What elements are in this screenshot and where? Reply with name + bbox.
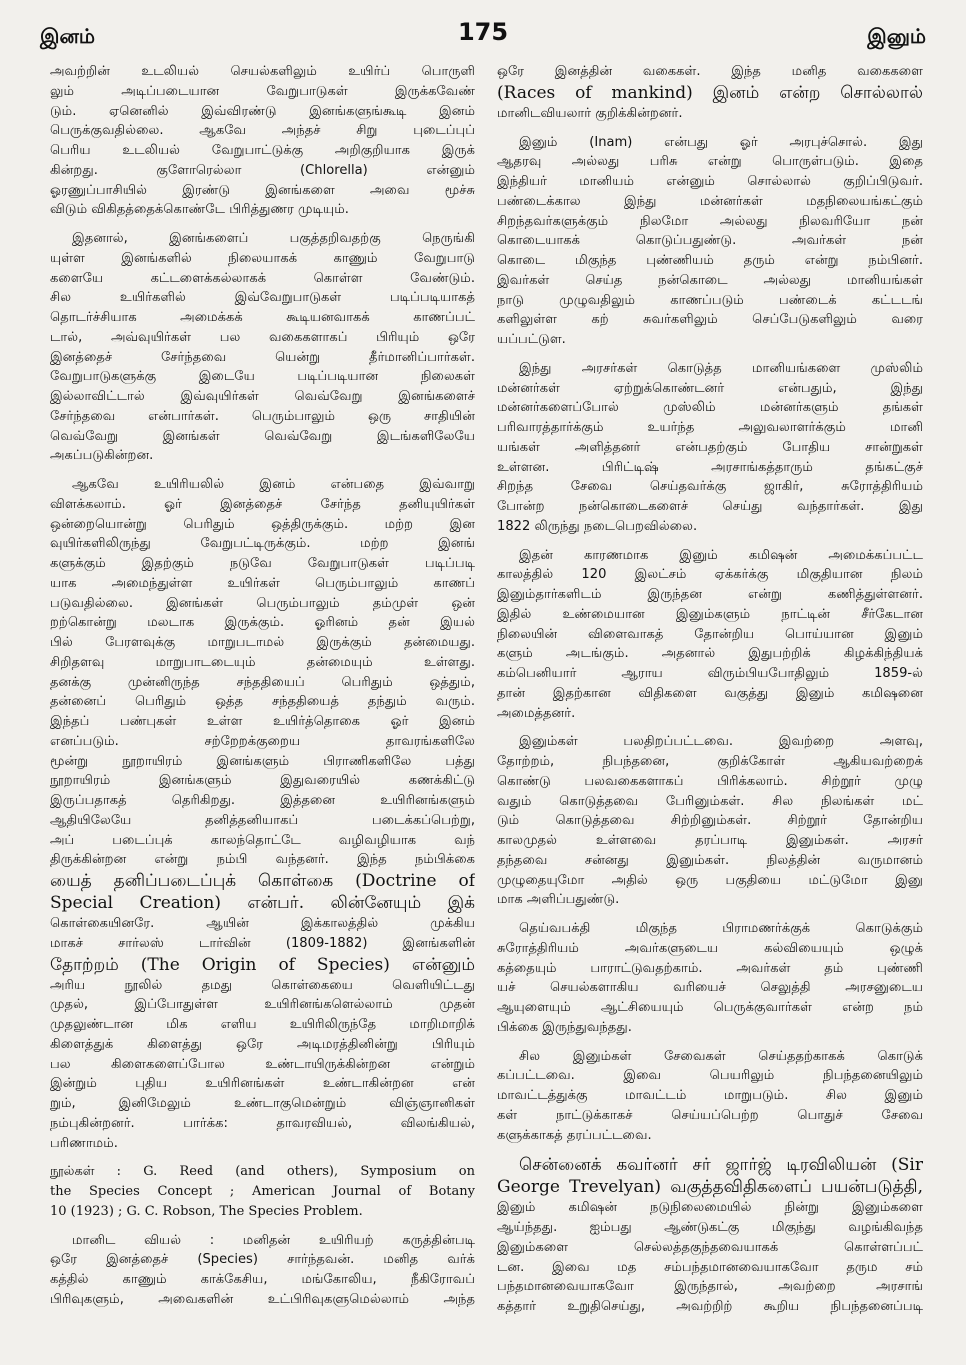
text-line: இதில் உண்மையான இனும்களும் நாட்டின் சீர்கேடான [497, 606, 923, 622]
text-line: யச் செயல்களாகிய வரியைச் செலுத்தி அரசனுடைய [497, 980, 923, 996]
text-line: சில உயிர்களில் இவ்வேறுபாடுகள் படிப்படியாகத் [50, 290, 475, 306]
text-line: சிறந்தவர்களுக்கும் நிலமோ அல்லது நிலவரியோ நன் [497, 213, 923, 229]
text-line: தொடர்ச்சியாக அமைக்கக் கூடியனவாகக் காணப்பட் [50, 310, 475, 325]
text-line: பண்டைக்கால இந்து மன்னர்கள் மதநிலையங்கட்கும் [497, 193, 923, 209]
left-column [50, 62, 475, 1310]
text-line: நம்புகின்றனர். பார்க்க: தாவரவியல், விலங்கியல், [50, 1115, 475, 1131]
text-line: மன்னர்கள் ஏற்றுக்கொண்டனர் என்பதும், இந்து [497, 380, 923, 396]
text-line: பிக்கை இருந்துவந்தது. [497, 1019, 632, 1035]
text-line: இதனால், இனங்களைப் பகுத்தறிவதற்கு நெருங்கி [72, 231, 475, 246]
text-line: யப்பட்டுள. [497, 332, 566, 347]
text-line: ஓரணுப்பாசியில் இரண்டு இனங்களை அவை மூச்சு [50, 182, 475, 198]
paragraph-gap [50, 466, 475, 475]
text-line: 1822 லிருந்து நடைபெறவில்லை. [497, 518, 698, 534]
text-line: கொள்கையினரே. ஆயின் இக்காலத்தில் முக்கிய [50, 916, 475, 931]
paragraph-gap [50, 1153, 475, 1162]
text-line: ஆயுளையும் ஆட்சியையும் பெருக்குவார்கள் என்ற நம் [497, 1000, 923, 1015]
text-line: பரிவாரத்தார்க்கும் உயர்ந்த அலுவலாளர்க்கும் மானி [497, 420, 923, 435]
text-line: பில் பேரளவுக்கு மாறுபடாமல் இருக்கும் தன்மையது. [50, 635, 475, 650]
text-line: அமைத்தனர். [497, 705, 576, 721]
text-line: நிலையின் விளைவாகத் தோன்றிய பொய்யான இனும் [497, 626, 923, 642]
text-line: கம்பெனியார் ஆராய விரும்பியபோதிலும் 1859-ல் [497, 666, 923, 681]
text-line: 10 (1923) ; G. C. Robson, The Species Problem. [50, 1203, 363, 1219]
text-line: அரிய நூலில் தமது கொள்கையை வெளியிட்டது [50, 977, 475, 993]
text-line: தனக்கு முன்னிருந்த சந்ததியைப் பெரிதும் ஒத்தும், [50, 674, 475, 690]
text-line: சிறிதளவு மாறுபாடடையும் தன்மையும் உள்ளது. [50, 654, 475, 670]
text-line: நாடு முழுவதிலும் காணப்படும் பண்டைக் கட்டடங் [497, 292, 923, 308]
text-line: ஆகவே உயிரியலில் இனம் என்பதை இவ்வாறு [72, 477, 475, 492]
text-line: றும், இனிமேலும் உண்டாகுமென்றும் விஞ்ஞானிகள் [50, 1096, 475, 1111]
text-line: மானிட வியல் : மனிதன் உயிரியற் கருத்தின்படி [72, 1232, 475, 1248]
text-line: டும். ஏனெனில் இவ்விரண்டு இனங்களுங்கூடி இனம் [50, 103, 475, 119]
text-line: களுக்காகத் தரப்பட்டவை. [497, 1127, 652, 1143]
text-line: இல்லாவிட்டால் இவ்வுயிர்கள் வெவ்வேறு இனங்களைச் [50, 389, 475, 404]
running-head [40, 18, 926, 52]
running-head-right: இனும் [867, 24, 926, 48]
text-line: வுயிர்களிலிருந்து வேறுபட்டிருக்கும். மற்ற இனங் [50, 536, 475, 552]
text-line: நூல்கள் : G. Reed (and others), Symposium on [50, 1164, 475, 1180]
text-line: முதல், இப்போதுள்ள உயிரினங்களெல்லாம் முதன் [50, 997, 475, 1013]
text-line: கொடையாகக் கொடுப்பதுண்டு. அவர்கள் நன் [497, 233, 923, 249]
text-line: ஒரே இனத்தைச் (Species) சார்ந்தவன். மனித வர்க் [50, 1252, 475, 1268]
text-line: Special Creation) என்பர். லின்னேயும் இக் [50, 893, 475, 913]
text-line: யைத் தனிப்படைப்புக் கொள்கை (Doctrine of [50, 871, 475, 891]
text-line: பரிணாமம். [50, 1135, 118, 1151]
text-line: பெரிய உடலியல் வேறுபாட்டுக்கு அறிகுறியாக இருக் [50, 143, 475, 158]
text-line: வெவ்வேறு இனங்கள் வெவ்வேறு இடங்களிலேயே [50, 428, 475, 444]
text-line: களிலுள்ள கற் சுவர்களிலும் செப்பேடுகளிலும் வரை [497, 312, 923, 328]
paragraph-gap [497, 124, 923, 133]
text-line: George Trevelyan) வகுத்தவிதிகளைப் பயன்படுத்தி, [497, 1177, 923, 1198]
paragraph-gap [50, 1222, 475, 1231]
text-line: சுரோத்திரியம் அவர்களுடைய கல்வியையும் ஒழுக் [497, 940, 923, 956]
text-line: இனும் கமிஷன் நடுநிலைமையில் நின்று இனும்களை [497, 1200, 923, 1216]
text-line: பல கிளைகளைப்போல உண்டாயிருக்கின்றன என்றும் [50, 1056, 475, 1072]
text-line: களும் அடங்கும். அதனால் இதுபற்றிக் கிழக்கிந்தியக் [497, 646, 923, 662]
text-line: கொடை மிகுந்த புண்ணியம் தரும் என்று நம்பினர். [497, 253, 923, 268]
text-line: யாக அமைந்துள்ள உயிர்கள் பெரும்பாலும் காணப் [50, 575, 475, 591]
text-line: யுள்ள இனங்களில் நிலையாகக் காணும் வேறுபாடு [50, 250, 475, 266]
text-line: தன்னைப் பெரிதும் ஒத்த சந்ததியைத் தந்தும் வரும். [50, 694, 475, 710]
text-line: முழுதையுமோ அதில் ஒரு பகுதியை மட்டுமோ இனு [497, 872, 923, 888]
text-line: சிறந்த சேவை செய்தவர்க்கு ஜாகிர், சுரோத்திரியம் [497, 479, 923, 495]
text-line: தான் இதற்கான விதிகளை வகுத்து இனும் கமிஷனை [497, 685, 923, 701]
page-number: 175 [457, 18, 509, 46]
text-line: இந்தியர் மானியம் என்னும் சொல்லால் குறிப்பிடுவர். [497, 174, 923, 189]
text-line: படுவதில்லை. இனங்கள் பெரும்பாலும் தம்முள் ஒன் [50, 595, 475, 611]
running-head-left: இனம் [40, 24, 95, 48]
text-line: டன. இவை மத சம்பந்தமானவையாகவோ தரும சம் [497, 1259, 923, 1275]
text-line: கத்தார் உறுதிசெய்து, அவற்றிற் கூறிய நிபந்தனைப்படி [497, 1299, 923, 1314]
text-line: கொண்டு பலவகைகளாகப் பிரிக்கலாம். சிற்றூர் முழு [497, 773, 923, 789]
paragraph-gap [497, 910, 923, 919]
paragraph-gap [497, 1145, 923, 1154]
paragraph-gap [497, 537, 923, 546]
text-line: ஆய்ந்தது. ஐம்பது ஆண்டுகட்கு மிகுந்து வழங்கிவந்த [497, 1220, 923, 1235]
text-line: சில இனும்கள் சேவைகள் செய்ததற்காகக் கொடுக் [519, 1048, 923, 1064]
text-line: இந்தப் பண்புகள் உள்ள உயிர்த்தொகை ஓர் இனம் [50, 714, 475, 729]
text-line: களையே கட்டளைக்கல்லாகக் கொள்ள வேண்டும். [50, 270, 475, 286]
text-line: கின்றது. குளோரெல்லா (Chlorella) என்னும் [50, 162, 475, 178]
text-line: தந்தவை சன்னது இனும்கள். நிலத்தின் வருமானம் [497, 852, 923, 868]
text-line: (Races of mankind) இனம் என்ற சொல்லால் [497, 82, 923, 103]
paragraph-gap [497, 723, 923, 732]
text-line: வேறுபாடுகளுக்கு இடையே படிப்படியான நிலைகள் [50, 369, 475, 385]
text-line: இனும்களை செல்லத்தகுந்தவையாகக் கொள்ளப்பட் [497, 1239, 923, 1255]
text-line: விளக்கலாம். ஓர் இனத்தைச் சேர்ந்த தனியுயிர்கள் [50, 496, 475, 512]
text-line: பெருக்குவதில்லை. ஆகவே அந்தச் சிறு புடைப்புப் [50, 123, 475, 139]
text-line: இனும் (Inam) என்பது ஓர் அரபுச்சொல். இது [519, 134, 923, 150]
text-line: கத்தையும் பாராட்டுவதற்காம். அவர்கள் தம் புண்ணி [497, 960, 923, 976]
text-line: அவற்றின் உடலியல் செயல்களிலும் உயிர்ப் பொருளி [50, 64, 475, 79]
paragraph-gap [497, 1038, 923, 1047]
text-line: மானிடவியலார் குறிக்கின்றனர். [497, 105, 683, 121]
text-line: அப் படைப்புக் காலந்தொட்டே வழிவழியாக வந் [50, 832, 475, 848]
text-line: the Species Concept ; American Journal of Botany [50, 1184, 475, 1199]
text-line: மாக அளிப்பதுண்டு. [497, 892, 620, 908]
text-line: டால், அவ்வுயிர்கள் பல வகைகளாகப் பிரியும் ஒரே [50, 329, 475, 345]
text-line: யங்கள் அளித்தனர் என்பதற்கும் போதிய சான்றுகள் [497, 439, 923, 455]
paragraph-gap [497, 350, 923, 359]
text-line: லும் அடிப்படையான வேறுபாடுகள் இருக்கவேண் [50, 83, 475, 99]
paragraph-gap [50, 220, 475, 229]
text-line: தெய்வபக்தி மிகுந்த பிராமணர்க்குக் கொடுக்கும் [519, 921, 923, 936]
text-line: ஒரே இனத்தின் வகைகள். இந்த மனித வகைகளை [497, 64, 923, 79]
text-line: இவர்கள் செய்த நன்கொடை அல்லது மானியங்கள் [497, 272, 923, 288]
text-line: இருப்பதாகத் தெரிகிறது. இத்தனை உயிரினங்களும் [50, 793, 475, 808]
text-line: பிரிவுகளும், அவைகளின் உட்பிரிவுகளுமெல்லாம் அந்த [50, 1291, 475, 1307]
text-line: வதும் கொடுத்தவை பேரினும்கள். சில நிலங்கள் மட் [497, 793, 923, 809]
text-line: மூன்று நூறாயிரம் இனங்களும் பிராணிகளிலே பத்து [50, 753, 475, 769]
text-line: டும் கொடுத்தவை சிற்றினும்கள். சிற்றூர் தோன்றிய [497, 813, 923, 829]
text-line: தோற்றம் (The Origin of Species) என்னும் [50, 954, 475, 975]
text-line: இனும்தார்களிடம் இருந்தன என்று கணித்துள்ளனர். [497, 587, 923, 602]
text-line: கப்பட்டவை. இவை பெயரிலும் நிபந்தனையிலும் [497, 1068, 923, 1084]
text-line: முதலுண்டான மிக எளிய உயிரிலிருந்தே மாறிமாறிக் [50, 1017, 475, 1032]
text-line: இனத்தைச் சேர்ந்தவை யென்று தீர்மானிப்பார்கள். [50, 349, 475, 365]
text-line: பந்தமானவையாகவோ இருந்தால், அவற்றை அரசாங் [497, 1279, 923, 1295]
text-line: திருக்கின்றன என்று நம்பி வந்தனர். இந்த நம்பிக்கை [50, 852, 475, 868]
text-line: சேர்ந்தவை என்பார்கள். பெரும்பாலும் ஒரு சாதியின் [50, 408, 475, 424]
text-line: உள்ளன. பிரிட்டிஷ் அரசாங்கத்தாரும் தங்கட்குச் [497, 459, 923, 475]
text-line: இன்றும் புதிய உயிரினங்கள் உண்டாகின்றன என் [50, 1076, 475, 1092]
text-line: விடும் விகிதத்தைக்கொண்டே பிரித்துணர முடியும். [50, 202, 349, 218]
text-line: தோற்றம், நிபந்தனை, குறிக்கோள் ஆகியவற்றைக் [497, 754, 923, 769]
text-line: எனப்படும். சற்றேறக்குறைய தாவரங்களிலே [50, 733, 475, 749]
text-line: காலத்தில் 120 இலட்சம் ஏக்கர்க்கு மிகுதியான நிலம் [497, 567, 923, 583]
text-line: காலமுதல் உள்ளவை தரப்பாடி இனும்கள். அரசர் [497, 833, 923, 848]
text-line: அகப்படுகின்றன. [50, 448, 154, 464]
text-line: றற்கொன்று மலடாக இருக்கும். ஓரினம் தன் இயல் [50, 615, 475, 631]
text-line: நூறாயிரம் இனங்களும் இதுவரையில் கணக்கிட்டு [50, 773, 475, 789]
text-line: மாகச் சார்லஸ் டார்வின் (1809-1882) இனங்களின் [50, 935, 475, 951]
text-line: இந்து அரசர்கள் கொடுத்த மானியங்களை முஸ்லிம் [519, 360, 923, 376]
text-line: இனும்கள் பலதிறப்பட்டவை. இவற்றை அளவு, [519, 734, 923, 750]
text-line: ஆதரவு அல்லது பரிசு என்று பொருள்படும். இதை [497, 154, 923, 170]
text-line: போன்ற நன்கொடைகளைச் செய்து வந்தார்கள். இது [497, 499, 923, 514]
right-column [497, 62, 923, 1317]
text-line: ஆதியிலேயே தனித்தனியாகப் படைக்கப்பெற்று, [50, 812, 475, 828]
text-line: இதன் காரணமாக இனும் கமிஷன் அமைக்கப்பட்ட [519, 547, 923, 563]
text-line: கிளைத்துக் கிளைத்து ஒரே அடிமரத்தினின்று பிரியும் [50, 1036, 475, 1052]
text-line: மாவட்டத்துக்கு மாவட்டம் மாறுபடும். சில இனும் [497, 1088, 923, 1103]
text-line: சென்னைக் கவர்னர் சர் ஜார்ஜ் டிரவிலியன் (Sir [519, 1155, 923, 1176]
text-line: கள் நாட்டுக்காகச் செய்யப்பெற்ற பொதுச் சேவை [497, 1107, 923, 1123]
text-line: ஒன்றையொன்று பெரிதும் ஒத்திருக்கும். மற்ற இன [50, 516, 475, 532]
text-line: களுக்கும் இதற்கும் நடுவே வேறுபாடுகள் படிப்படி [50, 556, 475, 571]
text-line: மன்னர்களைப்போல் முஸ்லிம் மன்னர்களும் தங்கள் [497, 400, 923, 416]
text-line: கத்தில் காணும் காக்கேசிய, மங்கோலிய, நீகிரோவப் [50, 1272, 475, 1287]
